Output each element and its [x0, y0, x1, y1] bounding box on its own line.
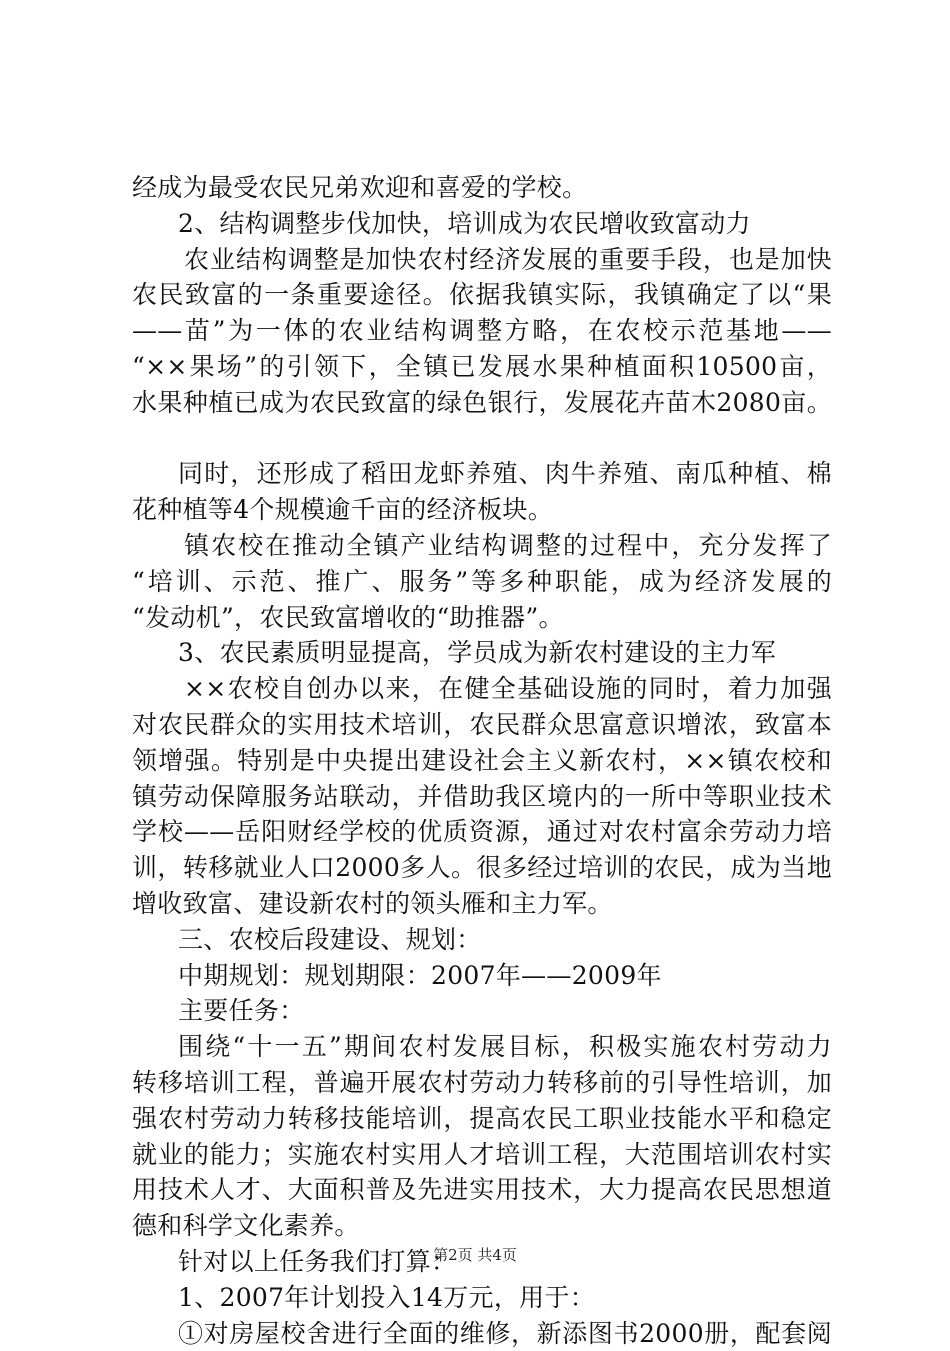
page-footer: 第2页 共4页 — [0, 1244, 950, 1265]
paragraph-line: 就业的能力；实施农村实用人才培训工程，大范围培训农村实 — [132, 1137, 832, 1173]
paragraph-line: 转移培训工程，普遍开展农村劳动力转移前的引导性培训，加 — [132, 1065, 832, 1101]
paragraph-line: 农业结构调整是加快农村经济发展的重要手段，也是加快 — [132, 242, 832, 278]
paragraph-line: 水果种植已成为农民致富的绿色银行，发展花卉苗木2080亩。 — [132, 385, 832, 421]
paragraph-line: 训，转移就业人口2000多人。很多经过培训的农民，成为当地 — [132, 850, 832, 886]
paragraph-line: “发动机”，农民致富增收的“助推器”。 — [132, 600, 832, 636]
paragraph-line: 农民致富的一条重要途径。依据我镇实际，我镇确定了以“果 — [132, 277, 832, 313]
paragraph-line: 中期规划：规划期限：2007年——2009年 — [132, 958, 832, 994]
paragraph-line: ——苗”为一体的农业结构调整方略，在农校示范基地—— — [132, 313, 832, 349]
paragraph-line: 对农民群众的实用技术培训，农民群众思富意识增浓，致富本 — [132, 707, 832, 743]
paragraph-line: 德和科学文化素养。 — [132, 1208, 832, 1244]
paragraph-line: ××农校自创办以来，在健全基础设施的同时，着力加强 — [132, 671, 832, 707]
paragraph-line: 强农村劳动力转移技能培训，提高农民工职业技能水平和稳定 — [132, 1101, 832, 1137]
paragraph-line: 主要任务： — [132, 993, 832, 1029]
paragraph-line: 三、农校后段建设、规划： — [132, 922, 832, 958]
paragraph-line: 镇农校在推动全镇产业结构调整的过程中，充分发挥了 — [132, 528, 832, 564]
paragraph-line: “××果场”的引领下，全镇已发展水果种植面积10500亩， — [132, 349, 832, 385]
paragraph-line: 同时，还形成了稻田龙虾养殖、肉牛养殖、南瓜种植、棉 — [132, 456, 832, 492]
paragraph-line: 针对以上任务我们打算： — [132, 1244, 832, 1280]
paragraph-line: 1、2007年计划投入14万元，用于： — [132, 1280, 832, 1316]
paragraph-line: 学校——岳阳财经学校的优质资源，通过对农村富余劳动力培 — [132, 814, 832, 850]
document-body — [132, 170, 832, 1351]
paragraph-line: 镇劳动保障服务站联动，并借助我区境内的一所中等职业技术 — [132, 779, 832, 815]
blank-line — [132, 421, 832, 457]
paragraph-line: 3、农民素质明显提高，学员成为新农村建设的主力军 — [132, 635, 832, 671]
paragraph-line: ①对房屋校舍进行全面的维修，新添图书2000册，配套阅 — [132, 1316, 832, 1351]
paragraph-line: 围绕“十一五”期间农村发展目标，积极实施农村劳动力 — [132, 1029, 832, 1065]
paragraph-line: “培训、示范、推广、服务”等多种职能，成为经济发展的 — [132, 564, 832, 600]
paragraph-line: 花种植等4个规模逾千亩的经济板块。 — [132, 492, 832, 528]
paragraph-line: 经成为最受农民兄弟欢迎和喜爱的学校。 — [132, 170, 832, 206]
paragraph-line: 2、结构调整步伐加快，培训成为农民增收致富动力 — [132, 206, 832, 242]
paragraph-line: 增收致富、建设新农村的领头雁和主力军。 — [132, 886, 832, 922]
paragraph-line: 用技术人才、大面积普及先进实用技术，大力提高农民思想道 — [132, 1172, 832, 1208]
paragraph-line: 领增强。特别是中央提出建设社会主义新农村，××镇农校和 — [132, 743, 832, 779]
